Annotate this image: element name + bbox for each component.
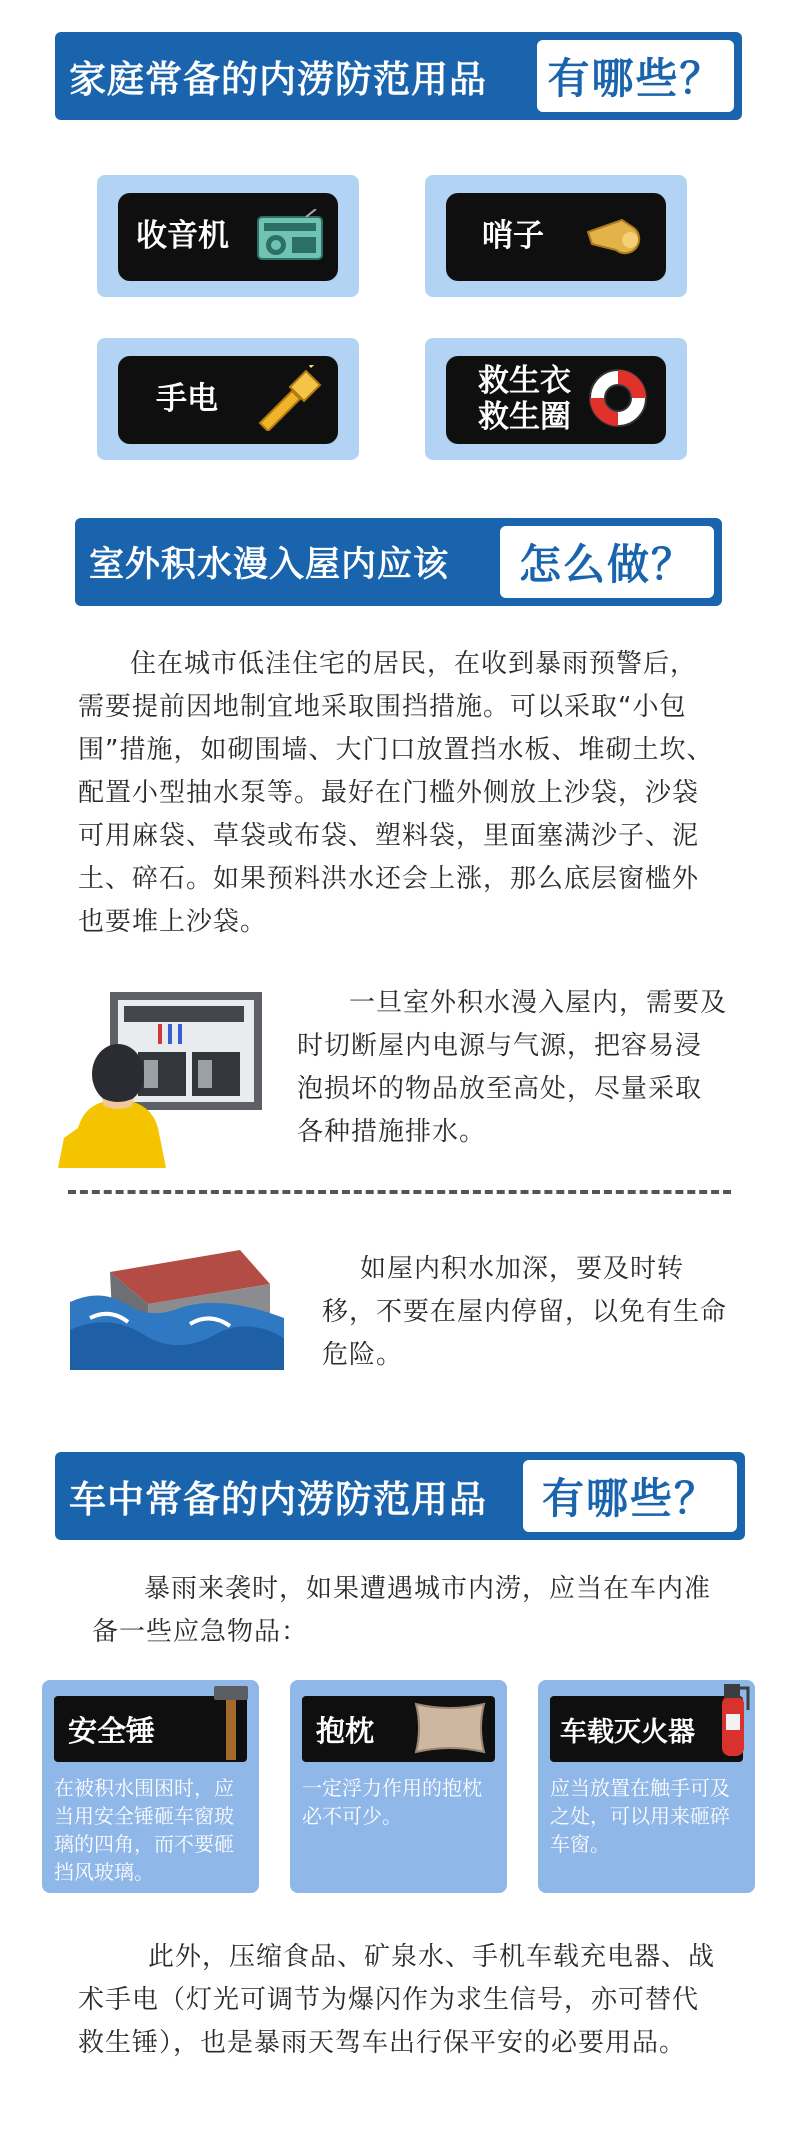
section3-title: 车中常备的内涝防范用品 (69, 1478, 487, 1521)
section1-banner (55, 32, 742, 120)
item-flashlight (97, 338, 359, 460)
hammer-icon (212, 1682, 252, 1766)
flashlight-icon (252, 365, 324, 435)
item-life-vest (425, 338, 687, 460)
card-pillow (290, 1680, 507, 1893)
section3-title-highlight: 有哪些？ (523, 1460, 737, 1532)
item-label-line1: 救生衣 (478, 363, 571, 400)
card-title: 安全锤 (68, 1713, 156, 1748)
card-title: 抱枕 (316, 1713, 375, 1748)
section1-title-highlight: 有哪些？ (537, 40, 734, 112)
electric-panel-illustration (58, 988, 264, 1168)
section3-intro: 暴雨来袭时，如果遭遇城市内涝，应当在车内准备一些应急物品： (92, 1574, 712, 1647)
card-fire-extinguisher (538, 1680, 755, 1893)
item-radio (97, 175, 359, 297)
item-label-line2: 救生圈 (478, 399, 571, 435)
item-whistle (425, 175, 687, 297)
item-label-group (478, 364, 571, 435)
section2-title: 室外积水漫入屋内应该 (89, 545, 450, 585)
life-ring-icon (584, 364, 652, 436)
section2-title-highlight: 怎么做？ (500, 526, 714, 598)
section2-paragraph3: 如屋内积水加深，要及时转移，不要在屋内停留，以免有生命危险。 (322, 1254, 728, 1370)
section2-banner (75, 518, 722, 606)
item-label: 手电 (156, 381, 218, 418)
item-label: 收音机 (136, 218, 229, 255)
whistle-icon (582, 210, 652, 264)
card-safety-hammer (42, 1680, 259, 1893)
fire-extinguisher-icon (714, 1674, 750, 1762)
section-divider (68, 1190, 731, 1194)
card-body: 一定浮力作用的抱枕必不可少。 (302, 1776, 482, 1828)
section2-paragraph2: 一旦室外积水漫入屋内，需要及时切断屋内电源与气源，把容易浸泡损坏的物品放至高处，尽量采取各种措施排水。 (297, 988, 728, 1147)
card-body: 在被积水围困时，应当用安全锤砸车窗玻璃的四角，而不要砸挡风玻璃。 (54, 1776, 234, 1884)
card-body: 应当放置在触手可及之处，可以用来砸碎车窗。 (550, 1776, 730, 1856)
section1-title: 家庭常备的内涝防范用品 (69, 58, 487, 101)
flooded-house-illustration (70, 1232, 284, 1370)
section3-banner (55, 1452, 745, 1540)
radio-icon (256, 209, 324, 265)
pillow-icon (412, 1698, 488, 1762)
card-title: 车载灭火器 (560, 1716, 695, 1748)
section3-outro: 此外，压缩食品、矿泉水、手机车载充电器、战术手电（灯光可调节为爆闪作为求生信号，亦可替代救生锤），也是暴雨天驾车出行保平安的必要用品。 (78, 1942, 716, 2058)
section2-paragraph1: 住在城市低洼住宅的居民，在收到暴雨预警后，需要提前因地制宜地采取围挡措施。可以采取“小包围”措施，如砌围墙、大门口放置挡水板、堆砌土坎、配置小型抽水泵等。最好在门槛外侧放上沙袋，沙袋可用麻袋、草袋或布袋、塑料袋，里面塞满沙子、泥土、碎石。如果预料洪水还会上涨，那么底层窗槛外也要堆上沙袋。 (78, 649, 714, 937)
item-label: 哨子 (482, 218, 544, 255)
